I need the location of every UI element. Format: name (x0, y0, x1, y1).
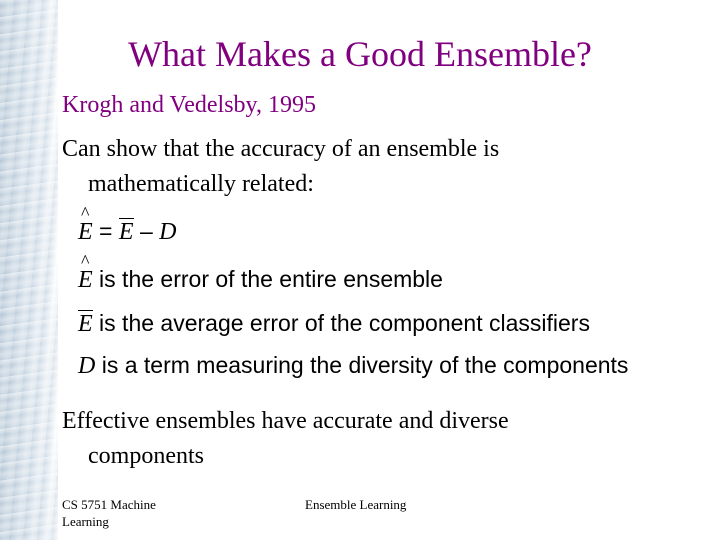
footer-course: CS 5751 Machine Learning (62, 497, 156, 529)
intro-line-2: mathematically related: (88, 171, 314, 197)
definition-symbol-e-bar: E (78, 311, 93, 337)
definition-d (78, 352, 628, 380)
intro-paragraph (62, 132, 682, 202)
decorative-side-stripe (0, 0, 58, 540)
equation-equals: = (92, 218, 119, 244)
equation-e-hat: ^ E (78, 219, 93, 246)
equation-d: D (159, 219, 177, 245)
slide-title: What Makes a Good Ensemble? (128, 34, 592, 74)
definition-symbol-d: D (78, 353, 96, 379)
definition-text-e-bar: is the average error of the component classifiers (92, 310, 590, 336)
definition-e-hat (78, 266, 443, 294)
intro-line-1: Can show that the accuracy of an ensemble is (62, 136, 500, 162)
definition-text-e-hat: is the error of the entire ensemble (92, 266, 443, 292)
definition-symbol-e-hat: ^ E (78, 267, 93, 294)
footer-topic: Ensemble Learning (305, 497, 407, 512)
equation-minus: – (133, 218, 160, 244)
ensemble-equation (78, 218, 176, 246)
definition-e-bar (78, 310, 590, 338)
conclusion-line-1: Effective ensembles have accurate and diverse (62, 408, 509, 434)
equation-e-bar: E (118, 219, 134, 245)
conclusion-line-2: components (88, 443, 204, 469)
definition-text-d: is a term measuring the diversity of the components (95, 352, 629, 378)
conclusion-paragraph (62, 404, 682, 474)
citation-heading: Krogh and Vedelsby, 1995 (62, 92, 316, 118)
